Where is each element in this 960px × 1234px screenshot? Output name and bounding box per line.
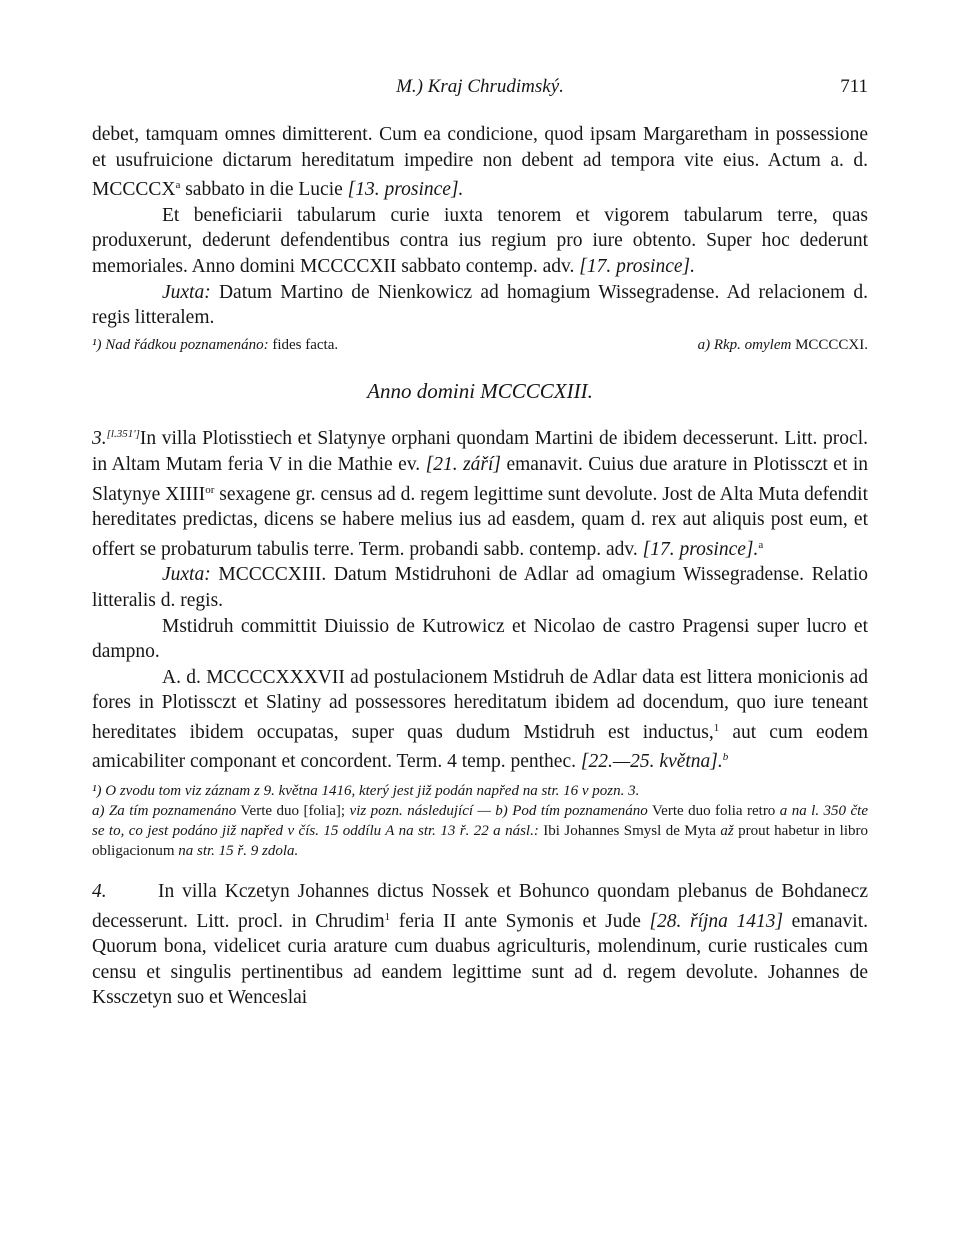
- paragraph-continued: debet, tamquam omnes dimitterent. Cum ea condicione, quod ipsam Margaretham in possessione et usufruicione dictarum hereditatum impedire non debent ad tempora vite eius. Actum a. d. MCCCCX$^a$ sabbato in die Lucie [13. prosince].: [92, 124, 868, 201]
- running-header: [92, 76, 868, 104]
- main-text: [92, 122, 868, 775]
- page-number: 711: [840, 76, 868, 97]
- inline-notes: [92, 335, 868, 355]
- note-a: a) Rkp. omylem MCCCCXI.: [697, 336, 868, 353]
- page-title: M.) Kraj Chrudimský.: [396, 76, 564, 97]
- entry-4: 4. In villa Kczetyn Johannes dictus Nossek et Bohunco quondam plebanus de Bohdanecz decesserunt. Litt. procl. in Chrudim$^1$ feria II ante Symonis et Jude [28. října 1413] emanavit. Quorum bona, videlicet curia arature cum duabus agriculturis, molendinum, curie rusticales cum censu et singulis pertinentibus ad eandem legittime sunt ad d. regem devolute. Johannes de Kssczetyn suo et Wenceslai: [92, 881, 869, 1009]
- entry-4-block: [92, 879, 868, 1011]
- paragraph-juxta-2: Juxta: MCCCCXIII. Datum Mstidruhoni de Adlar ad omagium Wissegradense. Relatio litteralis d. regis.: [92, 564, 868, 611]
- footnote-1: ¹) O zvodu tom viz záznam z 9. května 1416, který jest již podán napřed na str. 16 v pozn. 3.: [92, 783, 640, 800]
- footnote-a-b: a) Za tím poznamenáno Verte duo [folia]; viz pozn. následující — b) Pod tím poznamenáno Verte duo folia retro a na l. 350 čte se to, co jest podáno již napřed v čís. 15 oddílu A na str. 13 ř. 22 a násl.: Ibi Johannes Smysl de Myta až prout habetur in libro obligacionum na str. 15 ř. 9 zdola.: [92, 803, 868, 860]
- page: [92, 76, 868, 1011]
- footnotes: [92, 781, 868, 861]
- entry-3: 3.[l.351']In villa Plotisstiech et Slatynye orphani quondam Martini de ibidem decesserunt. Litt. procl. in Altam Mutam feria V in die Mathie ev. [21. září] emanavit. Cuius due arature in Plotissczt et in Slatynye $XIIII^{or}$ sexagene gr. census ad d. regem legittime sunt devolute. Jost de Alta Muta defendit hereditates predictas, dicens se habere melius ius ad easdem, quam d. rex aut aliquis post eum, et offert se probaturum tabulis terre. Term. probandi sabb. contemp. adv. [17. prosince].$^a$: [92, 428, 868, 560]
- paragraph-juxta-1: Juxta: Datum Martino de Nienkowicz ad homagium Wissegradense. Ad relacionem d. regis litteralem.: [92, 281, 868, 329]
- note-1: ¹) Nad řádkou poznamenáno: fides facta.: [92, 336, 339, 353]
- paragraph-mstidruh: Mstidruh committit Diuissio de Kutrowicz et Nicolao de castro Pragensi super lucro et dampno.: [92, 615, 868, 663]
- paragraph-ad: A. d. MCCCCXXXVII ad postulacionem Mstidruh de Adlar data est littera monicionis ad fores in Plotissczt et Slatiny ad possessores hereditatum ibidem ad docendum, quo iure teneant hereditates ibidem occupatas, super quas dudum Mstidruh est inductus,$^1$ aut cum eodem amicabiliter componant et concordent. Term. 4 temp. penthec. [22.—25. května].$^b$: [92, 666, 868, 773]
- paragraph-beneficiarii: Et beneficiarii tabularum curie iuxta tenorem et vigorem tabularum terre, quas produxerunt, dederunt defendentibus contra ius regium pro iure obtento. Super hoc dederunt memoriales. Anno domini MCCCCXII sabbato contemp. adv. [17. prosince].: [92, 204, 868, 277]
- year-heading: Anno domini MCCCCXIII.: [367, 378, 593, 403]
